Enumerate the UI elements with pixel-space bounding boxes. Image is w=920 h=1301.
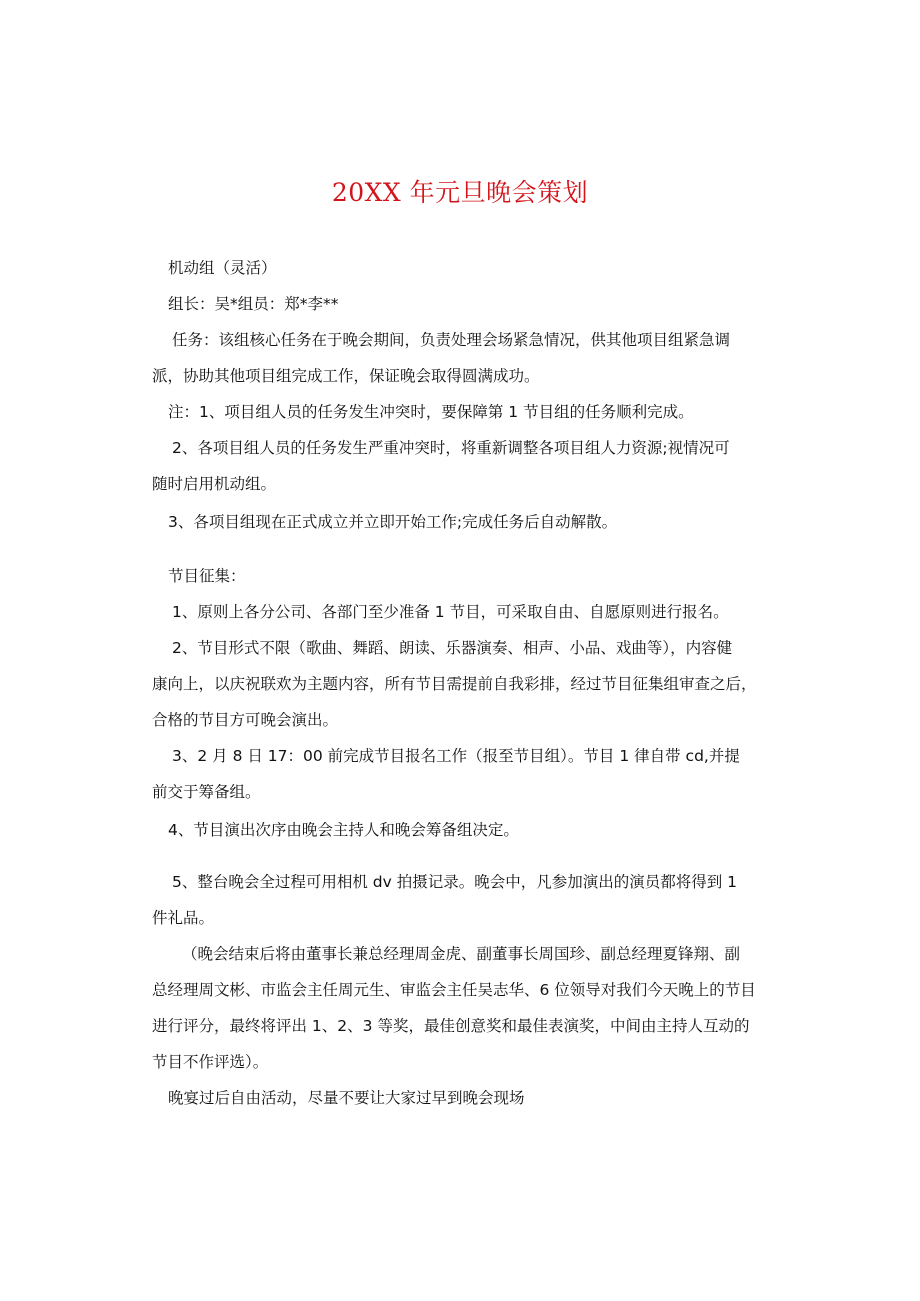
program-item-5-line-1: 5、整台晚会全过程可用相机 dv 拍摄记录。晚会中，凡参加演出的演员都将得到 1 (172, 873, 738, 891)
jidong-note-2-line-1: 2、各项目组人员的任务发生严重冲突时，将重新调整各项目组人力资源;视情况可 (172, 439, 730, 457)
program-heading: 节目征集： (168, 567, 246, 585)
jidong-members: 组长：吴*组员：郑*李** (168, 295, 339, 313)
judges-line-3: 进行评分，最终将评出 1、2、3 等奖，最佳创意奖和最佳表演奖，中间由主持人互动的 (152, 1017, 750, 1035)
program-item-3-line-2: 前交于筹备组。 (152, 783, 261, 801)
program-item-5-block (152, 864, 798, 1116)
program-item-2-line-1: 2、节目形式不限（歌曲、舞蹈、朗读、乐器演奏、相声、小品、戏曲等），内容健 (172, 639, 733, 657)
judges-line-4: 节目不作评选）。 (152, 1053, 269, 1071)
program-item-2-line-2: 康向上，以庆祝联欢为主题内容，所有节目需提前自我彩排，经过节目征集组审查之后， (152, 675, 757, 693)
section-program (152, 558, 798, 810)
jidong-note-3: 3、各项目组现在正式成立并立即开始工作;完成任务后自动解散。 (168, 513, 618, 531)
jidong-task-line-1: 任务：该组核心任务在于晚会期间，负责处理会场紧急情况，供其他项目组紧急调 (172, 331, 731, 349)
jidong-note-2-line-2: 随时启用机动组。 (152, 475, 277, 493)
program-item-5-line-2: 件礼品。 (152, 909, 215, 927)
judges-line-1: （晚会结束后将由董事长兼总经理周金虎、副董事长周国珍、副总经理夏锋翔、副 (182, 945, 741, 963)
program-item-2-line-3: 合格的节目方可晚会演出。 (152, 711, 339, 729)
section-jidong (152, 250, 798, 502)
jidong-note-1: 注：1、项目组人员的任务发生冲突时，要保障第 1 节目组的任务顺利完成。 (168, 403, 694, 421)
program-item-4-block (168, 812, 798, 848)
closing-line: 晚宴过后自由活动，尽量不要让大家过早到晚会现场 (168, 1089, 525, 1107)
document-title: 20XX 年元旦晚会策划 (331, 178, 589, 207)
judges-line-2: 总经理周文彬、市监会主任周元生、审监会主任吴志华、6 位领导对我们今天晚上的节目 (152, 981, 756, 999)
program-item-1: 1、原则上各分公司、各部门至少准备 1 节目，可采取自由、自愿原则进行报名。 (172, 603, 729, 621)
jidong-task-line-2: 派，协助其他项目组完成工作，保证晚会取得圆满成功。 (152, 367, 540, 385)
program-item-4: 4、节目演出次序由晚会主持人和晚会筹备组决定。 (168, 821, 519, 839)
program-item-3-line-1: 3、2 月 8 日 17：00 前完成节目报名工作（报至节目组）。节目 1 律自带 cd,并提 (172, 747, 740, 765)
jidong-heading: 机动组（灵活） (168, 259, 277, 277)
jidong-note-3-block (168, 504, 798, 540)
